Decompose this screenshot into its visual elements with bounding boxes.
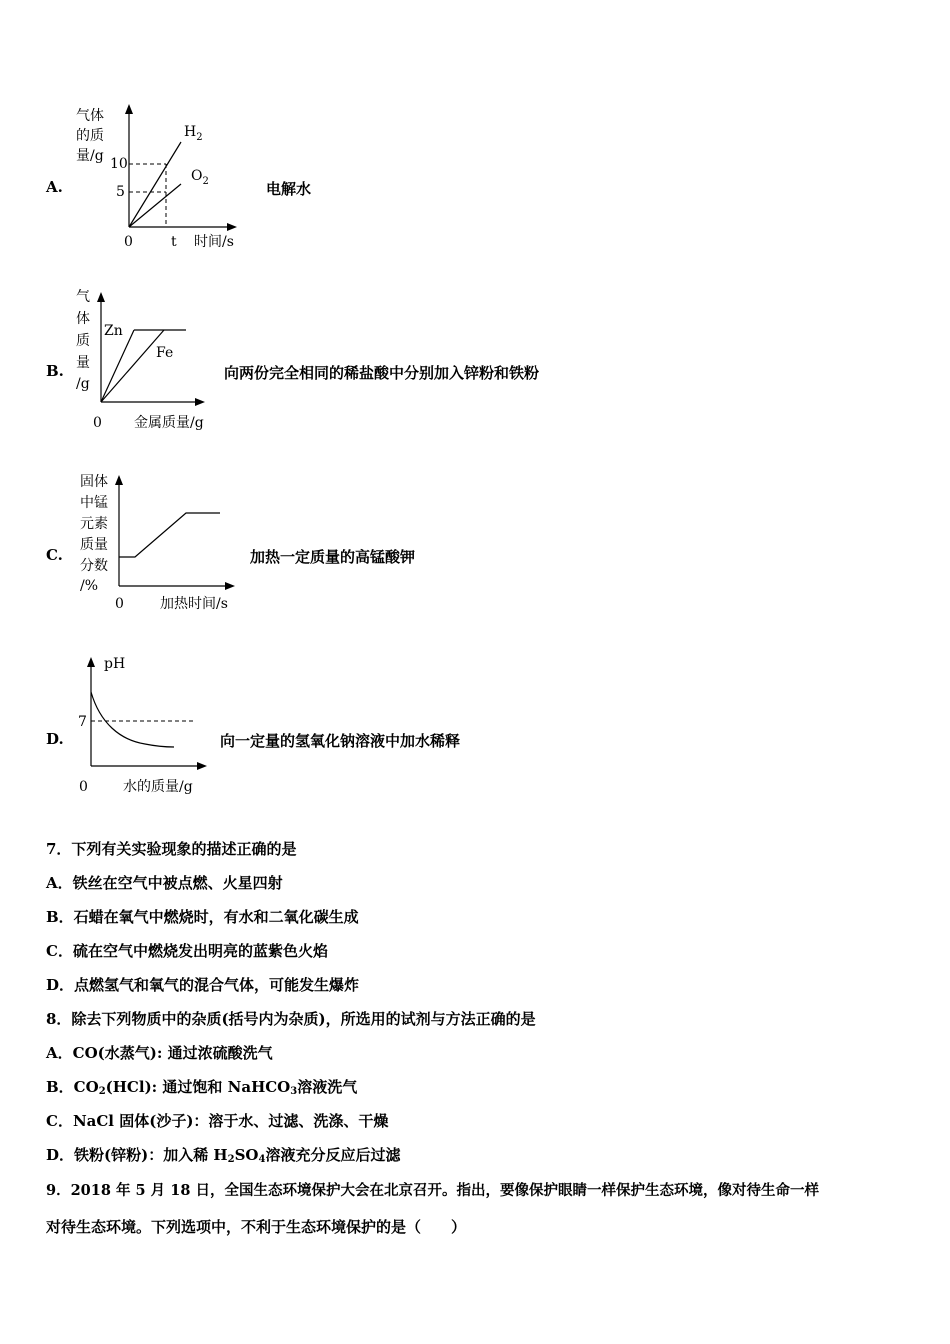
q8-option-c: C．NaCl 固体(沙子)：溶于水、过滤、洗涤、干燥 bbox=[46, 1112, 389, 1130]
option-c-label: C. bbox=[46, 546, 63, 564]
q8-option-a: A．CO(水蒸气): 通过浓硫酸洗气 bbox=[46, 1044, 273, 1062]
q8-stem: 8．除去下列物质中的杂质(括号内为杂质)，所选用的试剂与方法正确的是 bbox=[46, 1010, 536, 1028]
x-axis-arrow bbox=[227, 223, 237, 231]
option-b-description: 向两份完全相同的稀盐酸中分别加入锌粉和铁粉 bbox=[224, 364, 540, 382]
h2-label: $H_2$ bbox=[184, 124, 203, 143]
q7-option-c: C．硫在空气中燃烧发出明亮的蓝紫色火焰 bbox=[46, 942, 328, 960]
y-label-line: /% bbox=[80, 578, 99, 594]
q7-option-a: A．铁丝在空气中被点燃、火星四射 bbox=[46, 874, 283, 892]
x-label: 加热时间/s bbox=[160, 596, 228, 612]
fe-line bbox=[101, 330, 164, 402]
y-label: pH bbox=[104, 656, 126, 672]
y-label-line: 质量 bbox=[80, 537, 108, 553]
graph-ph-dilution bbox=[70, 648, 230, 798]
option-b-label: B. bbox=[46, 362, 64, 380]
x-label: 水的质量/g bbox=[123, 779, 193, 795]
y-label-line: 元素 bbox=[80, 516, 108, 532]
zn-line bbox=[101, 330, 134, 402]
y-label-line: 量/g bbox=[76, 148, 104, 164]
y-axis-arrow bbox=[87, 657, 95, 667]
o2-label: $O_2$ bbox=[191, 168, 209, 187]
y-axis-arrow bbox=[115, 475, 123, 485]
origin: 0 bbox=[124, 234, 133, 250]
tick-5: 5 bbox=[116, 184, 125, 200]
option-a-description: 电解水 bbox=[266, 180, 312, 198]
q8-option-d: D．铁粉(锌粉)：加入稀 $H_2SO_4$溶液充分反应后过滤 bbox=[46, 1146, 401, 1165]
graph-electrolysis bbox=[70, 100, 270, 250]
y-label-line: /g bbox=[76, 376, 90, 392]
ph-curve bbox=[91, 692, 174, 747]
o2-line bbox=[129, 184, 181, 227]
y-label-line: 气 bbox=[76, 289, 90, 305]
option-d-label: D. bbox=[46, 730, 64, 748]
option-c-description: 加热一定质量的高锰酸钾 bbox=[250, 548, 416, 566]
q7-option-d: D．点燃氢气和氧气的混合气体，可能发生爆炸 bbox=[46, 976, 360, 994]
tick-7: 7 bbox=[78, 714, 87, 730]
y-label-line: 的质 bbox=[76, 128, 104, 144]
y-label-line: 质 bbox=[76, 333, 90, 349]
zn-label: Zn bbox=[104, 323, 123, 339]
x-axis-arrow bbox=[225, 582, 235, 590]
q8-option-b: B．$CO_2(HCl)$: 通过饱和 NaHCO$_3$溶液洗气 bbox=[46, 1078, 358, 1097]
x-axis-arrow bbox=[195, 398, 205, 406]
graph-zn-fe bbox=[70, 285, 240, 435]
fe-label: Fe bbox=[156, 345, 174, 361]
x-label: 时间/s bbox=[194, 234, 234, 250]
x-axis-arrow bbox=[197, 762, 207, 770]
option-a-label: A. bbox=[46, 178, 63, 196]
x-label: 金属质量/g bbox=[134, 415, 204, 431]
q7-option-b: B．石蜡在氧气中燃烧时，有水和二氧化碳生成 bbox=[46, 908, 359, 926]
y-label-line: 量 bbox=[76, 355, 90, 371]
q9-line1: 9．2018 年 5 月 18 日，全国生态环境保护大会在北京召开。指出，要像保护眼睛一样保护生态环境，像对待生命一样 bbox=[46, 1182, 819, 1199]
tick-10: 10 bbox=[110, 156, 128, 172]
origin: 0 bbox=[93, 415, 102, 431]
y-label-line: 气体 bbox=[76, 108, 104, 124]
q9-line2: 对待生态环境。下列选项中，不利于生态环境保护的是（ ） bbox=[46, 1218, 467, 1236]
y-label-line: 中锰 bbox=[80, 495, 108, 511]
graph-kmno4 bbox=[70, 468, 250, 618]
y-label-line: 固体 bbox=[80, 474, 108, 490]
y-label-line: 分数 bbox=[80, 558, 108, 574]
mn-fraction-curve bbox=[119, 513, 220, 557]
q7-stem: 7．下列有关实验现象的描述正确的是 bbox=[46, 840, 297, 858]
t-tick: t bbox=[171, 234, 177, 250]
y-axis-arrow bbox=[97, 292, 105, 302]
origin: 0 bbox=[115, 596, 124, 612]
option-d-description: 向一定量的氢氧化钠溶液中加水稀释 bbox=[220, 732, 461, 750]
y-label-line: 体 bbox=[76, 311, 90, 327]
origin: 0 bbox=[79, 779, 88, 795]
y-axis-arrow bbox=[125, 104, 133, 114]
h2-line bbox=[129, 142, 181, 227]
